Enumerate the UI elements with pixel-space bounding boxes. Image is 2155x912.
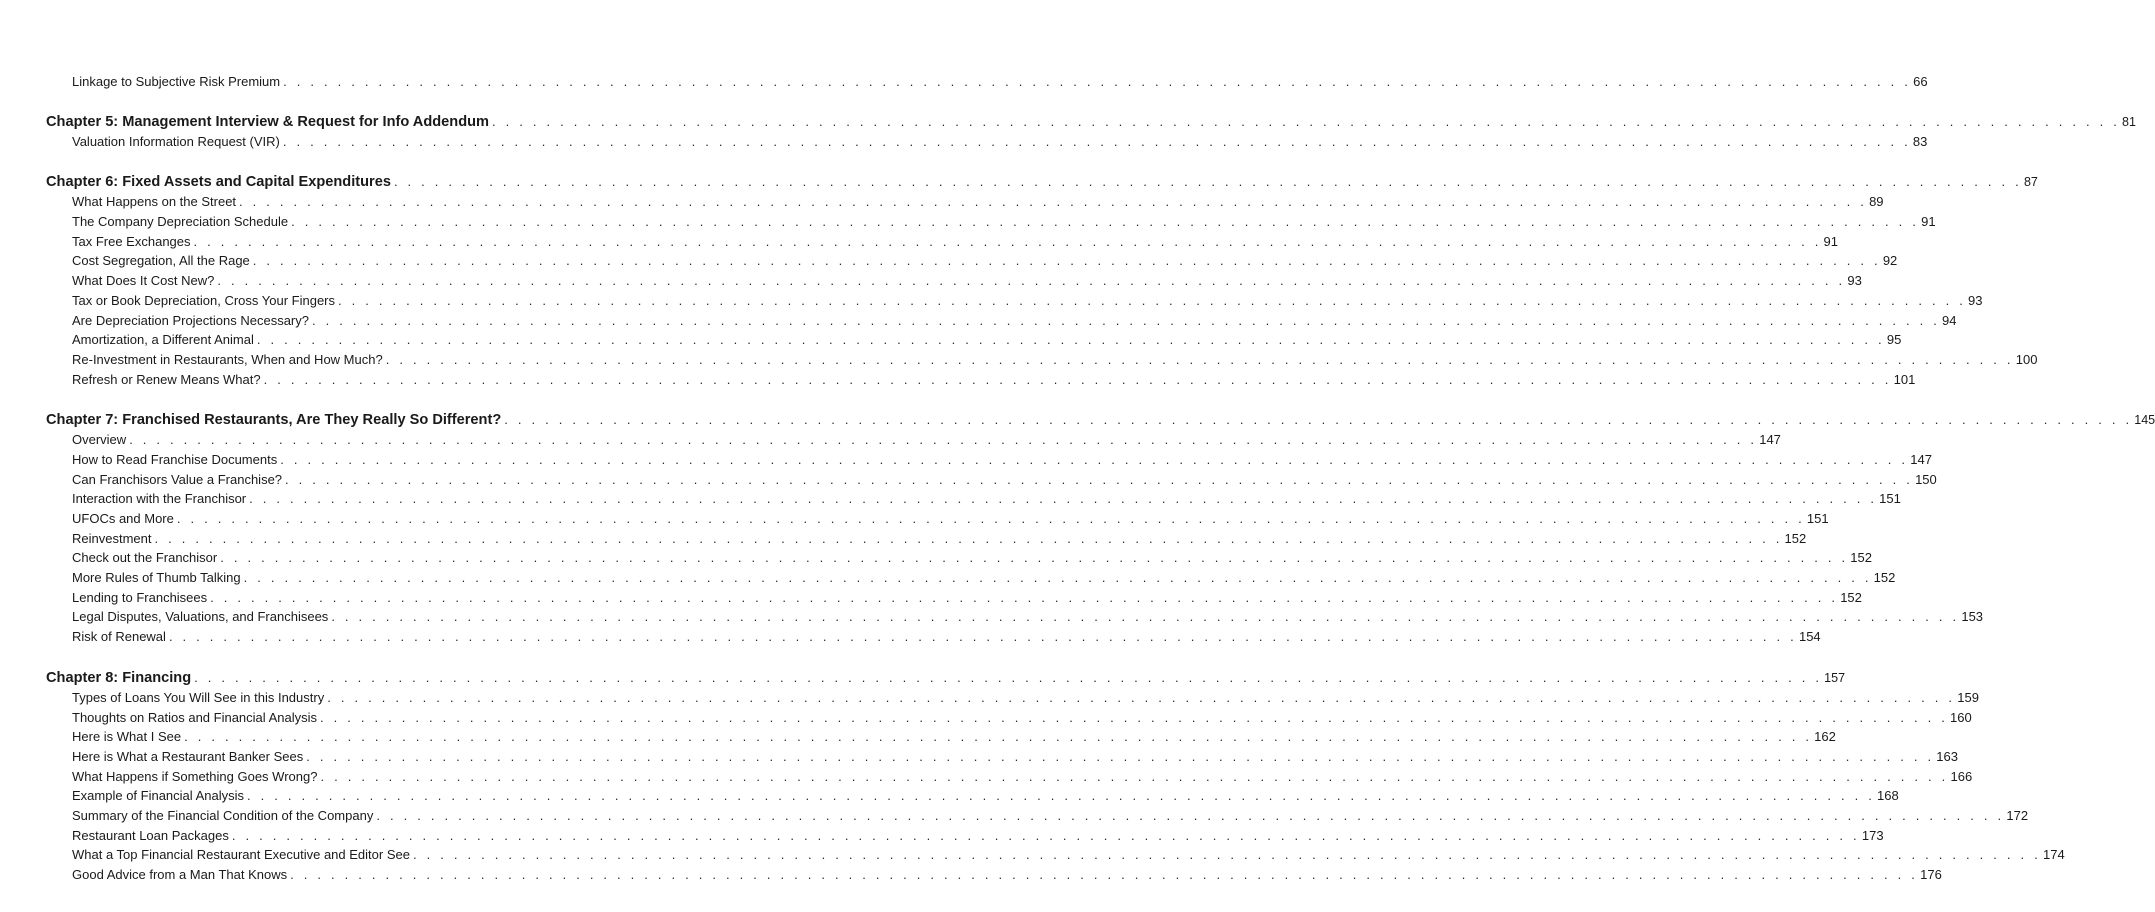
toc-entry-page: 92 [1882,253,1898,269]
toc-entry[interactable] [46,865,1942,885]
toc-entry[interactable] [46,271,1862,291]
toc-entry[interactable] [46,430,1781,450]
chapter-heading-title: Chapter 8: Financing [46,669,192,686]
toc-entry-title: Good Advice from a Man That Knows [72,867,288,882]
dot-leader: . . . . . . . . . . . . . . . . . . . . . . . . . . . . . . . . . . . . . . . . . . . . . . . . . . . . . . . . . . . . . . . . . . . . . . . . . . . . . . . . . . . . . . . . . . . . . . . . . . . . . . . . . . . . . . . . . . . . . . . . [393,174,2022,190]
toc-entry-title: How to Read Franchise Documents [72,451,278,467]
dot-leader: . . . . . . . . . . . . . . . . . . . . . . . . . . . . . . . . . . . . . . . . . . . . . . . . . . . . . . . . . . . . . . . . . . . . . . . . . . . . . . . . . . . . . . . . . . . . . . . . . . . . . . . . . . . . . . . . . . . . . . . . [290,867,1919,882]
dot-leader: . . . . . . . . . . . . . . . . . . . . . . . . . . . . . . . . . . . . . . . . . . . . . . . . . . . . . . . . . . . . . . . . . . . . . . . . . . . . . . . . . . . . . . . . . . . . . . . . . . . . . . . . . . . . . . . . . . . . . . . . [291,214,1920,230]
toc-entry-title: Tax or Book Depreciation, Cross Your Fingers [72,292,336,308]
toc-entry-title: Re-Investment in Restaurants, When and How Much? [72,351,383,367]
toc-entry[interactable] [46,688,1979,708]
dot-leader: . . . . . . . . . . . . . . . . . . . . . . . . . . . . . . . . . . . . . . . . . . . . . . . . . . . . . . . . . . . . . . . . . . . . . . . . . . . . . . . . . . . . . . . . . . . . . . . . . . . . . . . . . . . . . . . . . . . . . . . . [176,511,1805,526]
toc-entry-title: Types of Loans You Will See in this Industry [72,689,325,705]
toc-entry[interactable] [46,509,1829,529]
toc-entry-title: Cost Segregation, All the Rage [72,253,250,269]
toc-entry-page: 154 [1798,629,1821,645]
chapter-heading[interactable] [46,667,1846,688]
dot-leader: . . . . . . . . . . . . . . . . . . . . . . . . . . . . . . . . . . . . . . . . . . . . . . . . . . . . . . . . . . . . . . . . . . . . . . . . . . . . . . . . . . . . . . . . . . . . . . . . . . . . . . . . . . . . . . . . . . . . . . . . [220,550,1849,566]
toc-entry-page: 166 [1950,768,1973,784]
toc-entry-page: 95 [1886,332,1902,348]
chapter-heading-page: 157 [1824,670,1846,685]
toc-entry-page: 93 [1968,292,1983,308]
toc-entry-page: 159 [1957,689,1979,705]
dot-leader: . . . . . . . . . . . . . . . . . . . . . . . . . . . . . . . . . . . . . . . . . . . . . . . . . . . . . . . . . . . . . . . . . . . . . . . . . . . . . . . . . . . . . . . . . . . . . . . . . . . . . . . . . . . . . . . . . . . . . . . . [319,709,1949,725]
dot-leader: . . . . . . . . . . . . . . . . . . . . . . . . . . . . . . . . . . . . . . . . . . . . . . . . . . . . . . . . . . . . . . . . . . . . . . . . . . . . . . . . . . . . . . . . . . . . . . . . . . . . . . . . . . . . . . . . . . . . . . . . [280,451,1909,467]
dot-leader: . . . . . . . . . . . . . . . . . . . . . . . . . . . . . . . . . . . . . . . . . . . . . . . . . . . . . . . . . . . . . . . . . . . . . . . . . . . . . . . . . . . . . . . . . . . . . . . . . . . . . . . . . . . . . . . . . . . . . . . . [154,530,1783,546]
toc-entry[interactable] [46,767,1973,787]
toc-entry-title: Thoughts on Ratios and Financial Analysis [72,709,317,725]
toc-entry-title: What a Top Financial Restaurant Executive and Editor See [72,847,410,863]
chapter-heading-title: Chapter 6: Fixed Assets and Capital Expenditures [46,174,391,191]
dot-leader: . . . . . . . . . . . . . . . . . . . . . . . . . . . . . . . . . . . . . . . . . . . . . . . . . . . . . . . . . . . . . . . . . . . . . . . . . . . . . . . . . . . . . . . . . . . . . . . . . . . . . . . . . . . . . . . . . . . . . . . . [168,629,1797,645]
toc-entry[interactable] [46,132,1928,152]
toc-entry[interactable] [46,370,1916,390]
dot-leader: . . . . . . . . . . . . . . . . . . . . . . . . . . . . . . . . . . . . . . . . . . . . . . . . . . . . . . . . . . . . . . . . . . . . . . . . . . . . . . . . . . . . . . . . . . . . . . . . . . . . . . . . . . . . . . . . . . . . . . . . [385,351,2014,367]
toc-entry-title: Are Depreciation Projections Necessary? [72,312,309,328]
dot-leader: . . . . . . . . . . . . . . . . . . . . . . . . . . . . . . . . . . . . . . . . . . . . . . . . . . . . . . . . . . . . . . . . . . . . . . . . . . . . . . . . . . . . . . . . . . . . . . . . . . . . . . . . . . . . . . . . . . . . . . . . [210,589,1839,605]
toc-entry-title: Reinvestment [72,530,152,546]
toc-entry-title: Here is What I See [72,729,182,745]
chapter-heading-page: 87 [2023,175,2038,190]
toc-entry-page: 147 [1910,451,1932,467]
toc-entry[interactable] [46,529,1807,549]
dot-leader: . . . . . . . . . . . . . . . . . . . . . . . . . . . . . . . . . . . . . . . . . . . . . . . . . . . . . . . . . . . . . . . . . . . . . . . . . . . . . . . . . . . . . . . . . . . . . . . . . . . . . . . . . . . . . . . . . . . . . . . . [217,273,1846,289]
chapter-heading-page: 145 [2134,413,2155,428]
toc-entry-title: What Happens on the Street [72,194,237,210]
dot-leader: . . . . . . . . . . . . . . . . . . . . . . . . . . . . . . . . . . . . . . . . . . . . . . . . . . . . . . . . . . . . . . . . . . . . . . . . . . . . . . . . . . . . . . . . . . . . . . . . . . . . . . . . . . . . . . . . . . . . . . . . [320,768,1949,784]
toc-entry-title: Summary of the Financial Condition of the Company [72,807,374,823]
toc-entry-page: 168 [1877,788,1899,804]
table-of-contents [46,72,2155,905]
toc-entry-page: 176 [1920,867,1942,882]
toc-entry[interactable] [46,212,1936,232]
toc-entry[interactable] [46,291,1983,311]
continued-section [46,72,1928,92]
toc-entry[interactable] [46,588,1862,608]
toc-entry-page: 91 [1921,214,1936,230]
dot-leader: . . . . . . . . . . . . . . . . . . . . . . . . . . . . . . . . . . . . . . . . . . . . . . . . . . . . . . . . . . . . . . . . . . . . . . . . . . . . . . . . . . . . . . . . . . . . . . . . . . . . . . . . . . . . . . . . . . . . . . . . [256,332,1885,348]
toc-entry-page: 91 [1823,233,1839,249]
toc-entry-title: Linkage to Subjective Risk Premium [72,74,281,89]
toc-entry-page: 174 [2042,847,2065,863]
dot-leader: . . . . . . . . . . . . . . . . . . . . . . . . . . . . . . . . . . . . . . . . . . . . . . . . . . . . . . . . . . . . . . . . . . . . . . . . . . . . . . . . . . . . . . . . . . . . . . . . . . . . . . . . . . . . . . . . . . . . . . . . [412,847,2041,863]
dot-leader: . . . . . . . . . . . . . . . . . . . . . . . . . . . . . . . . . . . . . . . . . . . . . . . . . . . . . . . . . . . . . . . . . . . . . . . . . . . . . . . . . . . . . . . . . . . . . . . . . . . . . . . . . . . . . . . . . . . . . . . . [231,827,1860,843]
toc-entry[interactable] [46,470,1937,490]
toc-entry-title: Legal Disputes, Valuations, and Franchisees [72,609,329,625]
dot-leader: . . . . . . . . . . . . . . . . . . . . . . . . . . . . . . . . . . . . . . . . . . . . . . . . . . . . . . . . . . . . . . . . . . . . . . . . . . . . . . . . . . . . . . . . . . . . . . . . . . . . . . . . . . . . . . . . . . . . . . . . [193,233,1822,249]
dot-leader: . . . . . . . . . . . . . . . . . . . . . . . . . . . . . . . . . . . . . . . . . . . . . . . . . . . . . . . . . . . . . . . . . . . . . . . . . . . . . . . . . . . . . . . . . . . . . . . . . . . . . . . . . . . . . . . . . . . . . . . . [282,133,1911,149]
dot-leader: . . . . . . . . . . . . . . . . . . . . . . . . . . . . . . . . . . . . . . . . . . . . . . . . . . . . . . . . . . . . . . . . . . . . . . . . . . . . . . . . . . . . . . . . . . . . . . . . . . . . . . . . . . . . . . . . . . . . . . . . [331,609,1960,625]
toc-entry[interactable] [46,727,1836,747]
chapter-heading[interactable] [46,171,2038,192]
toc-entry-title: Lending to Franchisees [72,589,208,605]
dot-leader: . . . . . . . . . . . . . . . . . . . . . . . . . . . . . . . . . . . . . . . . . . . . . . . . . . . . . . . . . . . . . . . . . . . . . . . . . . . . . . . . . . . . . . . . . . . . . . . . . . . . . . . . . . . . . . . . . . . . . . . . [306,748,1935,764]
toc-entry[interactable] [46,747,1958,767]
toc-entry-title: Check out the Franchisor [72,550,218,566]
dot-leader: . . . . . . . . . . . . . . . . . . . . . . . . . . . . . . . . . . . . . . . . . . . . . . . . . . . . . . . . . . . . . . . . . . . . . . . . . . . . . . . . . . . . . . . . . . . . . . . . . . . . . . . . . . . . . . . . . . . . . . . . [239,194,1868,210]
dot-leader: . . . . . . . . . . . . . . . . . . . . . . . . . . . . . . . . . . . . . . . . . . . . . . . . . . . . . . . . . . . . . . . . . . . . . . . . . . . . . . . . . . . . . . . . . . . . . . . . . . . . . . . . . . . . . . . . . . . . . . . . [243,570,1872,586]
toc-entry-title: More Rules of Thumb Talking [72,570,241,586]
toc-entry[interactable] [46,627,1821,647]
toc-entry-page: 93 [1847,273,1862,289]
chapter-section [46,171,2038,389]
toc-entry[interactable] [46,708,1972,728]
toc-entry[interactable] [46,568,1896,588]
toc-entry-page: 153 [1961,609,1984,625]
dot-leader: . . . . . . . . . . . . . . . . . . . . . . . . . . . . . . . . . . . . . . . . . . . . . . . . . . . . . . . . . . . . . . . . . . . . . . . . . . . . . . . . . . . . . . . . . . . . . . . . . . . . . . . . . . . . . . . . . . . . . . . . [283,74,1912,89]
toc-entry[interactable] [46,232,1839,252]
toc-entry-page: 152 [1873,570,1896,586]
chapter-section [46,111,2136,152]
toc-entry[interactable] [46,806,2029,826]
toc-entry-page: 101 [1893,371,1916,387]
chapter-heading[interactable] [46,409,2155,430]
toc-entry-title: Overview [72,432,127,448]
toc-entry-page: 152 [1840,589,1862,605]
toc-entry-title: Amortization, a Different Animal [72,332,254,348]
toc-entry[interactable] [46,826,1884,846]
dot-leader: . . . . . . . . . . . . . . . . . . . . . . . . . . . . . . . . . . . . . . . . . . . . . . . . . . . . . . . . . . . . . . . . . . . . . . . . . . . . . . . . . . . . . . . . . . . . . . . . . . . . . . . . . . . . . . . . . . . . . . . . [129,432,1758,448]
toc-entry-title: Here is What a Restaurant Banker Sees [72,748,304,764]
toc-entry[interactable] [46,72,1928,92]
chapter-heading-title: Chapter 5: Management Interview & Request for Info Addendum [46,113,489,130]
chapter-section [46,667,2065,885]
toc-entry-page: 66 [1913,74,1928,89]
dot-leader: . . . . . . . . . . . . . . . . . . . . . . . . . . . . . . . . . . . . . . . . . . . . . . . . . . . . . . . . . . . . . . . . . . . . . . . . . . . . . . . . . . . . . . . . . . . . . . . . . . . . . . . . . . . . . . . . . . . . . . . . [338,292,1967,308]
toc-entry-title: Can Franchisors Value a Franchise? [72,471,283,487]
toc-entry[interactable] [46,786,1899,806]
dot-leader: . . . . . . . . . . . . . . . . . . . . . . . . . . . . . . . . . . . . . . . . . . . . . . . . . . . . . . . . . . . . . . . . . . . . . . . . . . . . . . . . . . . . . . . . . . . . . . . . . . . . . . . . . . . . . . . . . . . . . . . . [252,253,1881,269]
toc-entry-title: Restaurant Loan Packages [72,827,229,843]
toc-entry[interactable] [46,311,1957,331]
toc-entry-page: 172 [2006,807,2029,823]
chapter-heading[interactable] [46,111,2136,132]
toc-entry[interactable] [46,607,1984,627]
toc-entry-title: Refresh or Renew Means What? [72,371,261,387]
toc-entry-title: UFOCs and More [72,511,174,526]
toc-entry-title: Interaction with the Franchisor [72,491,247,507]
toc-entry-title: The Company Depreciation Schedule [72,214,289,230]
toc-entry-page: 94 [1942,312,1957,328]
dot-leader: . . . . . . . . . . . . . . . . . . . . . . . . . . . . . . . . . . . . . . . . . . . . . . . . . . . . . . . . . . . . . . . . . . . . . . . . . . . . . . . . . . . . . . . . . . . . . . . . . . . . . . . . . . . . . . . . . . . . . . . . [376,807,2005,823]
dot-leader: . . . . . . . . . . . . . . . . . . . . . . . . . . . . . . . . . . . . . . . . . . . . . . . . . . . . . . . . . . . . . . . . . . . . . . . . . . . . . . . . . . . . . . . . . . . . . . . . . . . . . . . . . . . . . . . . . . . . . . . . [285,471,1914,487]
toc-entry-title: Tax Free Exchanges [72,233,191,249]
toc-entry-page: 151 [1879,491,1901,507]
dot-leader: . . . . . . . . . . . . . . . . . . . . . . . . . . . . . . . . . . . . . . . . . . . . . . . . . . . . . . . . . . . . . . . . . . . . . . . . . . . . . . . . . . . . . . . . . . . . . . . . . . . . . . . . . . . . . . . . . . . . . . . . [194,669,1823,685]
chapter-heading-title: Chapter 7: Franchised Restaurants, Are They Really So Different? [46,412,502,429]
toc-entry-page: 163 [1936,748,1958,764]
dot-leader: . . . . . . . . . . . . . . . . . . . . . . . . . . . . . . . . . . . . . . . . . . . . . . . . . . . . . . . . . . . . . . . . . . . . . . . . . . . . . . . . . . . . . . . . . . . . . . . . . . . . . . . . . . . . . . . . . . . . . . . . [249,491,1878,507]
toc-entry[interactable] [46,548,1872,568]
toc-entry-page: 83 [1912,133,1928,149]
dot-leader: . . . . . . . . . . . . . . . . . . . . . . . . . . . . . . . . . . . . . . . . . . . . . . . . . . . . . . . . . . . . . . . . . . . . . . . . . . . . . . . . . . . . . . . . . . . . . . . . . . . . . . . . . . . . . . . . . . . . . . . . [327,689,1956,705]
dot-leader: . . . . . . . . . . . . . . . . . . . . . . . . . . . . . . . . . . . . . . . . . . . . . . . . . . . . . . . . . . . . . . . . . . . . . . . . . . . . . . . . . . . . . . . . . . . . . . . . . . . . . . . . . . . . . . . . . . . . . . . . [504,412,2133,428]
toc-entry-page: 100 [2015,351,2038,367]
toc-entry-page: 151 [1806,511,1829,526]
toc-entry-title: Risk of Renewal [72,629,166,645]
dot-leader: . . . . . . . . . . . . . . . . . . . . . . . . . . . . . . . . . . . . . . . . . . . . . . . . . . . . . . . . . . . . . . . . . . . . . . . . . . . . . . . . . . . . . . . . . . . . . . . . . . . . . . . . . . . . . . . . . . . . . . . . [184,729,1813,745]
dot-leader: . . . . . . . . . . . . . . . . . . . . . . . . . . . . . . . . . . . . . . . . . . . . . . . . . . . . . . . . . . . . . . . . . . . . . . . . . . . . . . . . . . . . . . . . . . . . . . . . . . . . . . . . . . . . . . . . . . . . . . . . [246,788,1876,804]
toc-entry[interactable] [46,251,1898,271]
toc-entry[interactable] [46,192,1884,212]
toc-entry-page: 173 [1861,827,1884,843]
dot-leader: . . . . . . . . . . . . . . . . . . . . . . . . . . . . . . . . . . . . . . . . . . . . . . . . . . . . . . . . . . . . . . . . . . . . . . . . . . . . . . . . . . . . . . . . . . . . . . . . . . . . . . . . . . . . . . . . . . . . . . . . [263,371,1892,387]
toc-entry[interactable] [46,450,1932,470]
toc-entry-title: What Does It Cost New? [72,273,215,289]
toc-entry-page: 147 [1759,432,1781,448]
toc-entry[interactable] [46,330,1902,350]
toc-entry[interactable] [46,489,1901,509]
toc-entry-page: 150 [1915,471,1937,487]
chapter-section [46,409,2155,647]
toc-entry-page: 152 [1784,530,1807,546]
chapter-heading-page: 81 [2122,114,2136,129]
toc-entry-page: 152 [1850,550,1872,566]
toc-entry-page: 89 [1869,194,1884,210]
dot-leader: . . . . . . . . . . . . . . . . . . . . . . . . . . . . . . . . . . . . . . . . . . . . . . . . . . . . . . . . . . . . . . . . . . . . . . . . . . . . . . . . . . . . . . . . . . . . . . . . . . . . . . . . . . . . . . . . . . . . . . . . [492,113,2121,129]
toc-entry[interactable] [46,350,2038,370]
toc-entry-title: Valuation Information Request (VIR) [72,133,280,149]
dot-leader: . . . . . . . . . . . . . . . . . . . . . . . . . . . . . . . . . . . . . . . . . . . . . . . . . . . . . . . . . . . . . . . . . . . . . . . . . . . . . . . . . . . . . . . . . . . . . . . . . . . . . . . . . . . . . . . . . . . . . . . . [312,312,1941,328]
toc-entry-title: Example of Financial Analysis [72,788,244,804]
toc-entry-title: What Happens if Something Goes Wrong? [72,768,318,784]
toc-entry[interactable] [46,845,2065,865]
toc-entry-page: 160 [1950,709,1972,725]
toc-entry-page: 162 [1814,729,1836,745]
